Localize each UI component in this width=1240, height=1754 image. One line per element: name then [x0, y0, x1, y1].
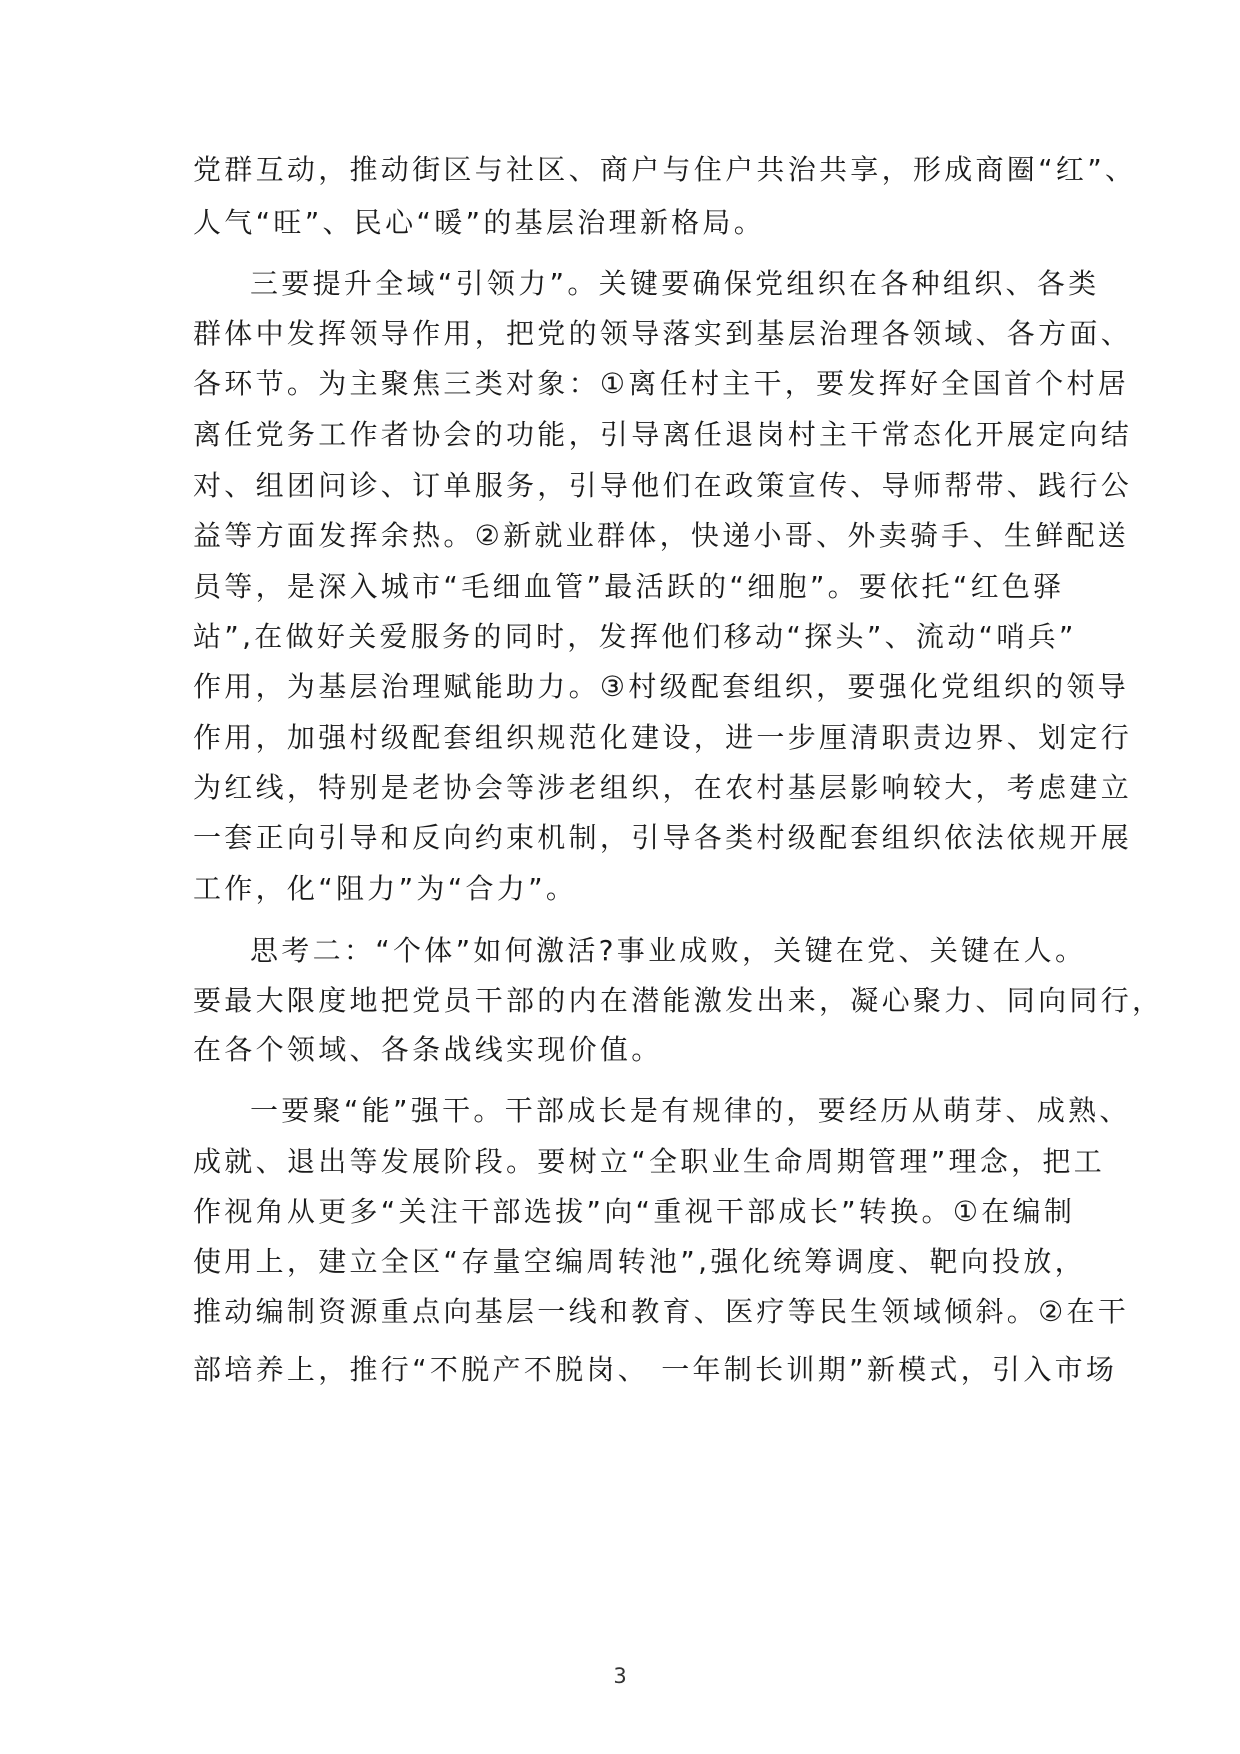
text-line: 推动编制资源重点向基层一线和教育、医疗等民生领域倾斜。②在干 — [193, 1295, 1130, 1328]
text-line: 作用，为基层治理赋能助力。③村级配套组织，要强化党组织的领导 — [193, 670, 1130, 703]
text-line: 使用上，建立全区“存量空编周转池”,强化统筹调度、靶向投放， — [193, 1245, 1086, 1278]
text-line: 作用，加强村级配套组织规范化建设，进一步厘清职责边界、划定行 — [193, 721, 1133, 754]
text-line: 对、组团问诊、订单服务，引导他们在政策宣传、导师帮带、践行公 — [193, 469, 1133, 502]
text-line: 一套正向引导和反向约束机制，引导各类村级配套组织依法依规开展 — [193, 821, 1133, 854]
text-line: 员等，是深入城市“毛细血管”最活跃的“细胞”。要依托“红色驿 — [193, 570, 1065, 603]
text-line: 工作，化“阻力”为“合力”。 — [193, 872, 578, 905]
text-line: 群体中发挥领导作用，把党的领导落实到基层治理各领域、各方面、 — [193, 317, 1133, 350]
text-line: 人气“旺”、民心“暖”的基层治理新格局。 — [193, 206, 766, 239]
page-number: 3 — [613, 1664, 627, 1688]
paragraph-start-line: 三要提升全域“引领力”。关键要确保党组织在各种组织、各类 — [250, 267, 1100, 300]
text-line: 要最大限度地把党员干部的内在潜能激发出来，凝心聚力、同向同行， — [193, 984, 1164, 1017]
text-line: 站”,在做好关爱服务的同时，发挥他们移动“探头”、流动“哨兵” — [193, 620, 1077, 653]
text-line: 离任党务工作者协会的功能，引导离任退岗村主干常态化开展定向结 — [193, 418, 1133, 451]
text-line: 为红线，特别是老协会等涉老组织，在农村基层影响较大，考虑建立 — [193, 771, 1133, 804]
text-line: 各环节。为主聚焦三类对象：①离任村主干，要发挥好全国首个村居 — [193, 367, 1130, 400]
paragraph-start-line: 思考二：“个体”如何激活?事业成败，关键在党、关键在人。 — [250, 934, 1087, 967]
text-line: 益等方面发挥余热。②新就业群体，快递小哥、外卖骑手、生鲜配送 — [193, 519, 1130, 552]
text-line: 在各个领域、各条战线实现价值。 — [193, 1033, 663, 1066]
text-line: 党群互动，推动街区与社区、商户与住户共治共享，形成商圈“红”、 — [193, 153, 1137, 186]
text-line: 部培养上，推行“不脱产不脱岗、 一年制长训期”新模式，引入市场 — [193, 1353, 1118, 1386]
text-line: 作视角从更多“关注干部选拔”向“重视干部成长”转换。①在编制 — [193, 1195, 1076, 1228]
paragraph-start-line: 一要聚“能”强干。干部成长是有规律的，要经历从萌芽、成熟、 — [250, 1094, 1131, 1127]
text-line: 成就、退出等发展阶段。要树立“全职业生命周期管理”理念，把工 — [193, 1145, 1106, 1178]
